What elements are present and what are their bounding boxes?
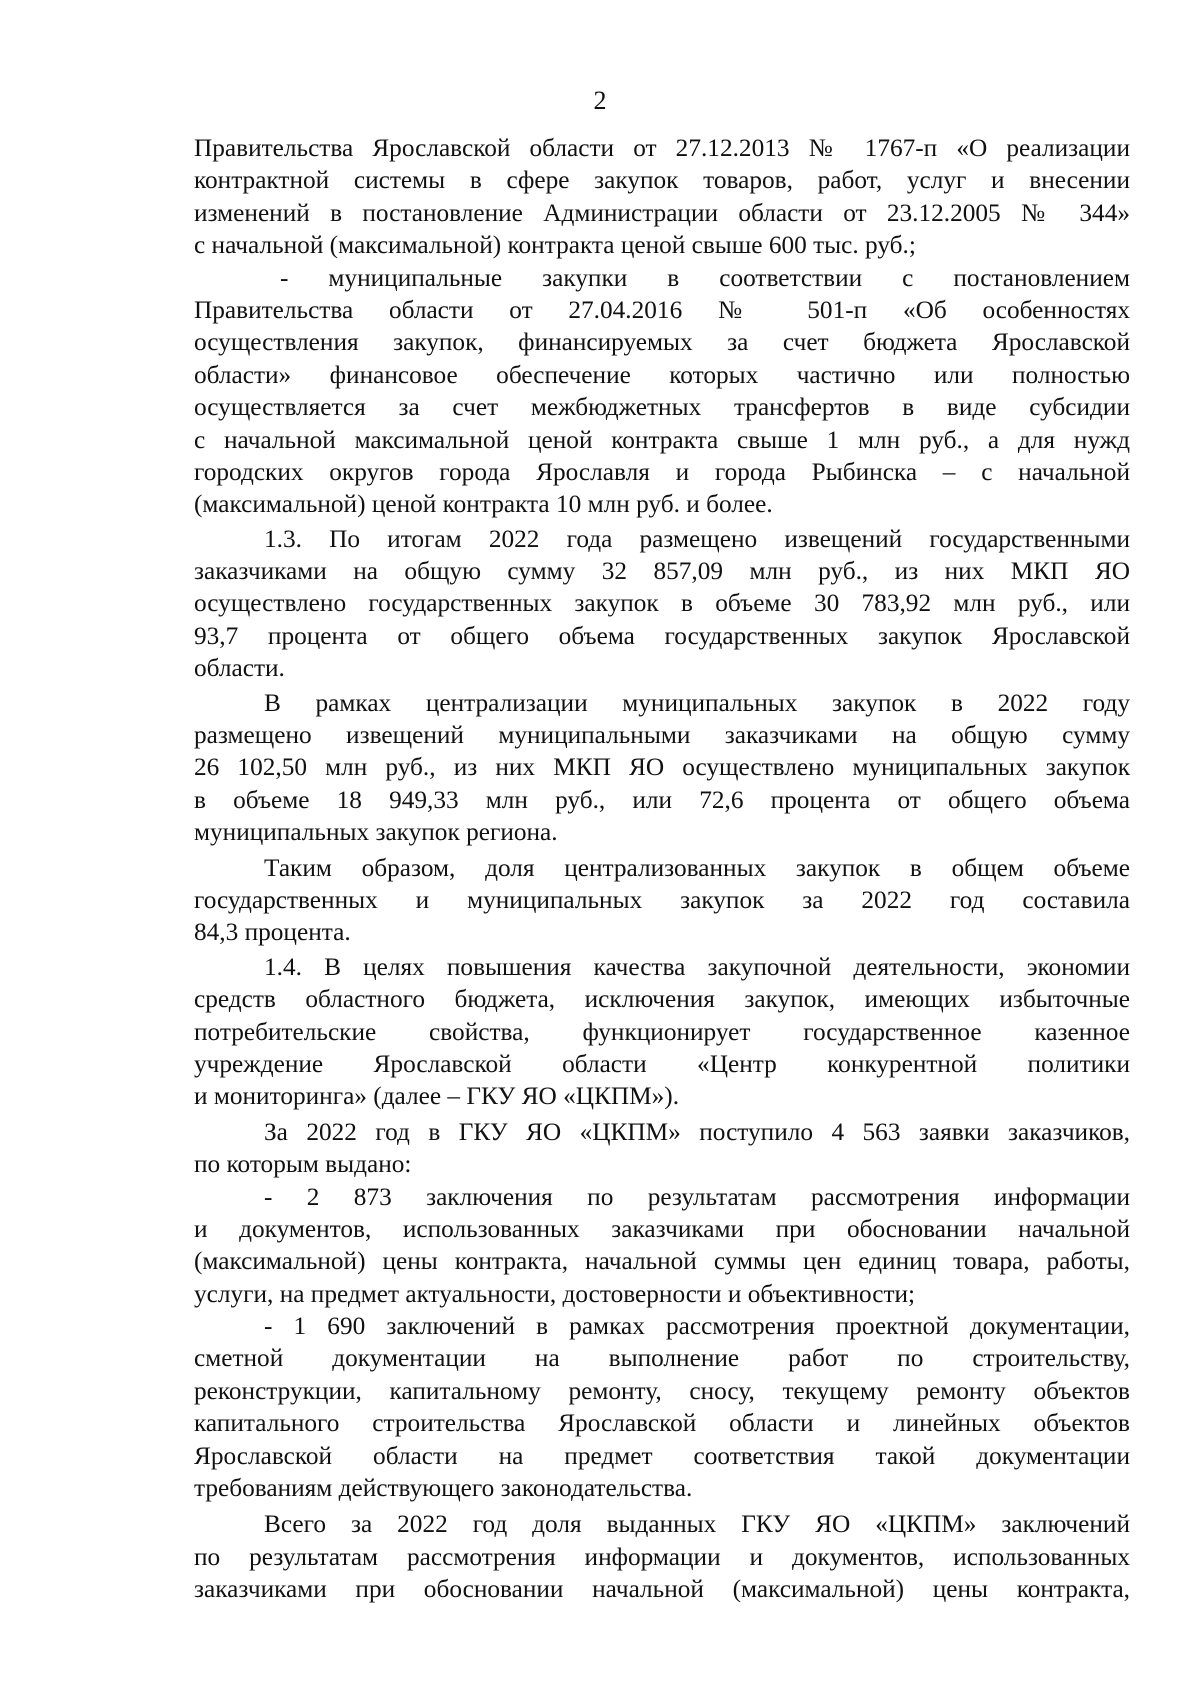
- text-line: 26 102,50 млн руб., из них МКП ЯО осуществлено муниципальных закупок: [194, 753, 1130, 782]
- text-line: государственных и муниципальных закупок за 2022 год составила: [194, 885, 1130, 914]
- text-line: 93,7 процента от общего объема государственных закупок Ярославской: [194, 621, 1130, 650]
- text-line: 1.4. В целях повышения качества закупочной деятельности, экономии: [264, 952, 1130, 981]
- text-line: Таким образом, доля централизованных закупок в общем объеме: [264, 853, 1130, 882]
- text-line: В рамках централизации муниципальных закупок в 2022 году: [264, 688, 1130, 717]
- text-line: области.: [194, 654, 285, 683]
- text-line: размещено извещений муниципальными заказчиками на общую сумму: [194, 721, 1130, 750]
- text-line: - муниципальные закупки в соответствии с постановлением: [280, 263, 1130, 292]
- text-line: капитального строительства Ярославской области и линейных объектов: [194, 1409, 1130, 1438]
- text-line: заказчиками на общую сумму 32 857,09 млн руб., из них МКП ЯО: [194, 557, 1130, 586]
- text-line: (максимальной) цены контракта, начальной суммы цен единиц товара, работы,: [194, 1247, 1130, 1276]
- text-line: с начальной максимальной ценой контракта свыше 1 млн руб., а для нужд: [194, 425, 1130, 454]
- text-line: Правительства Ярославской области от 27.12.2013 № 1767-п «О реализации: [194, 134, 1130, 162]
- text-line: заказчиками при обосновании начальной (максимальной) цены контракта,: [194, 1575, 1130, 1604]
- text-line: 84,3 процента.: [194, 918, 351, 947]
- text-line: и документов, использованных заказчиками при обосновании начальной: [194, 1214, 1130, 1243]
- text-line: с начальной (максимальной) контракта ценой свыше 600 тыс. руб.;: [194, 231, 916, 260]
- text-line: Правительства области от 27.04.2016 № 501-п «Об особенностях: [194, 295, 1130, 324]
- text-line: сметной документации на выполнение работ по строительству,: [194, 1344, 1130, 1373]
- text-line: средств областного бюджета, исключения закупок, имеющих избыточные: [194, 985, 1130, 1014]
- document-body: [194, 132, 1130, 1606]
- text-line: (максимальной) ценой контракта 10 млн руб. и более.: [194, 490, 773, 519]
- text-line: муниципальных закупок региона.: [194, 818, 558, 847]
- text-line: по которым выдано:: [194, 1150, 412, 1179]
- text-line: За 2022 год в ГКУ ЯО «ЦКПМ» поступило 4 563 заявки заказчиков,: [264, 1117, 1130, 1146]
- text-line: области» финансовое обеспечение которых частично или полностью: [194, 360, 1130, 389]
- text-line: и мониторинга» (далее – ГКУ ЯО «ЦКПМ»).: [194, 1082, 680, 1111]
- text-line: Всего за 2022 год доля выданных ГКУ ЯО «ЦКПМ» заключений: [264, 1510, 1130, 1539]
- text-line: Ярославской области на предмет соответствия такой документации: [194, 1441, 1130, 1470]
- text-line: изменений в постановление Администрации области от 23.12.2005 № 344»: [194, 198, 1130, 227]
- text-line: по результатам рассмотрения информации и документов, использованных: [194, 1542, 1130, 1571]
- text-line: - 2 873 заключения по результатам рассмотрения информации: [264, 1182, 1130, 1211]
- text-line: осуществляется за счет межбюджетных трансфертов в виде субсидии: [194, 393, 1130, 422]
- text-line: городских округов города Ярославля и города Рыбинска – с начальной: [194, 457, 1130, 486]
- text-line: требованиям действующего законодательства.: [194, 1474, 693, 1503]
- page-number: 2: [593, 86, 607, 115]
- text-line: потребительские свойства, функционирует государственное казенное: [194, 1017, 1130, 1046]
- text-line: услуги, на предмет актуальности, достоверности и объективности;: [194, 1279, 916, 1308]
- text-line: учреждение Ярославской области «Центр конкурентной политики: [194, 1049, 1130, 1078]
- text-line: контрактной системы в сфере закупок товаров, работ, услуг и внесении: [194, 166, 1130, 195]
- text-line: - 1 690 заключений в рамках рассмотрения проектной документации,: [264, 1312, 1130, 1341]
- text-line: реконструкции, капитальному ремонту, сносу, текущему ремонту объектов: [194, 1376, 1130, 1405]
- text-line: осуществления закупок, финансируемых за счет бюджета Ярославской: [194, 328, 1130, 357]
- text-line: в объеме 18 949,33 млн руб., или 72,6 процента от общего объема: [194, 785, 1130, 814]
- text-line: осуществлено государственных закупок в объеме 30 783,92 млн руб., или: [194, 589, 1130, 618]
- text-line: 1.3. По итогам 2022 года размещено извещений государственными: [264, 524, 1130, 553]
